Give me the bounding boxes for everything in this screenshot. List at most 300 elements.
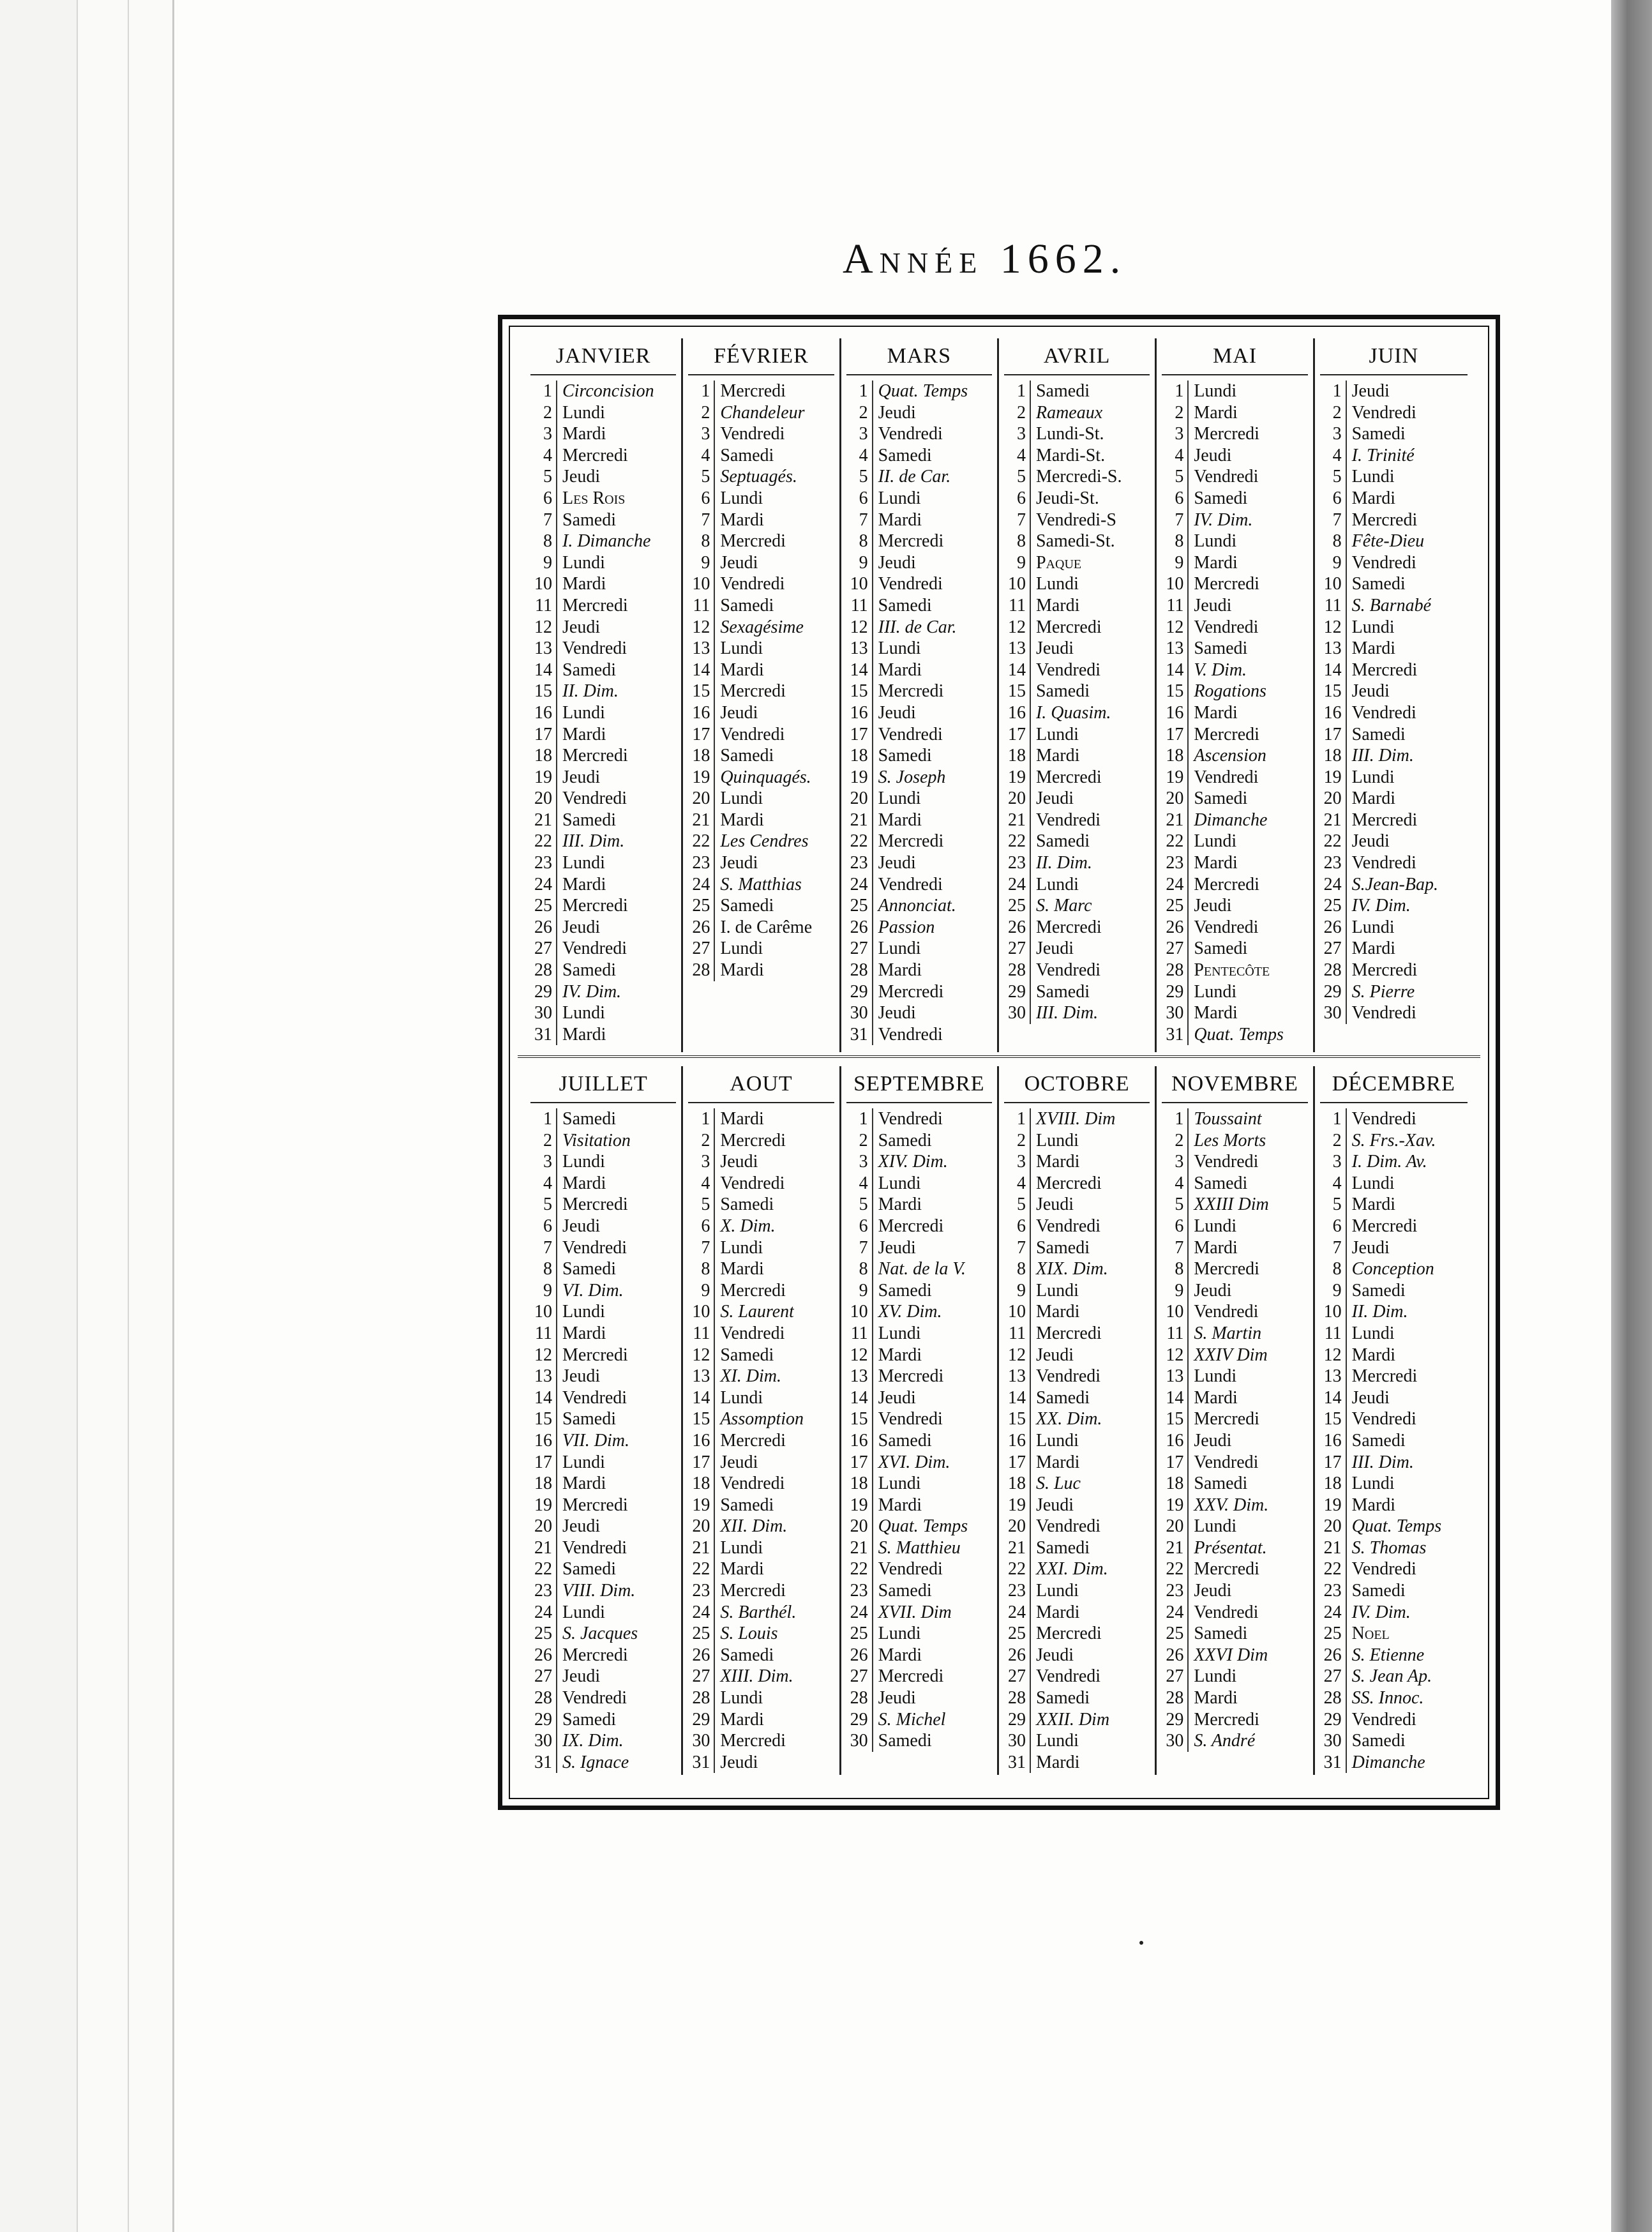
- day-number: 8: [683, 1258, 715, 1280]
- day-number: 9: [999, 552, 1031, 574]
- day-label: Vendredi: [1351, 1559, 1416, 1580]
- day-label: V. Dim.: [1194, 660, 1247, 680]
- day-number: 30: [1157, 1730, 1189, 1752]
- day-row: [525, 445, 681, 467]
- day-row: [525, 1580, 681, 1602]
- day-label: Jeudi: [1351, 381, 1390, 401]
- day-number: 14: [525, 1387, 557, 1409]
- day-label: XVII. Dim: [878, 1602, 952, 1622]
- day-label: Samedi: [562, 1559, 616, 1580]
- day-label: Lundi: [720, 788, 763, 809]
- day-row: [1157, 488, 1312, 509]
- day-row: [1315, 1602, 1473, 1624]
- day-number: 17: [1315, 1452, 1347, 1474]
- day-number: 28: [525, 1687, 557, 1709]
- day-number: 13: [683, 1366, 715, 1387]
- day-row: [683, 745, 839, 767]
- day-row: [841, 1623, 997, 1645]
- day-label: Mardi: [1035, 1752, 1080, 1772]
- day-row: [841, 573, 997, 595]
- day-number: 28: [1315, 960, 1347, 981]
- day-row: [683, 638, 839, 660]
- day-label: Vendredi: [1194, 1152, 1259, 1172]
- day-row: [525, 874, 681, 896]
- day-number: 13: [683, 638, 715, 660]
- day-label: Lundi: [1194, 1666, 1237, 1687]
- day-list: [525, 1108, 681, 1773]
- day-label: Lundi: [562, 853, 605, 873]
- day-label: S. Joseph: [878, 767, 946, 787]
- day-number: 18: [1157, 745, 1189, 767]
- day-row: [525, 1301, 681, 1323]
- day-label: XXII. Dim: [1035, 1709, 1110, 1730]
- day-number: 16: [1315, 702, 1347, 724]
- day-label: Vendredi: [562, 1387, 627, 1408]
- day-row: [683, 724, 839, 746]
- day-row: [1157, 1537, 1312, 1559]
- day-number: 11: [683, 595, 715, 617]
- day-row: [841, 445, 997, 467]
- day-row: [1315, 1108, 1473, 1130]
- day-row: [683, 552, 839, 574]
- day-row: [999, 745, 1155, 767]
- day-number: 3: [525, 1151, 557, 1173]
- day-number: 1: [525, 1108, 557, 1130]
- day-row: [999, 1623, 1155, 1645]
- day-number: 6: [525, 488, 557, 509]
- day-label: Vendredi: [1035, 810, 1101, 830]
- day-label: Lundi: [1194, 831, 1237, 852]
- day-label: Assomption: [720, 1409, 804, 1429]
- day-row: [683, 1666, 839, 1687]
- day-label: Rogations: [1194, 681, 1266, 702]
- day-label: Vendredi: [562, 939, 627, 959]
- day-label: Samedi: [720, 1195, 774, 1215]
- day-number: 23: [841, 1580, 873, 1602]
- day-row: [999, 1687, 1155, 1709]
- day-row: [1315, 1151, 1473, 1173]
- day-label: Jeudi: [1194, 1430, 1232, 1451]
- day-row: [999, 681, 1155, 702]
- day-number: 10: [999, 1301, 1031, 1323]
- half-divider: [518, 1055, 1480, 1058]
- page-title: Année 1662.: [843, 236, 1127, 282]
- day-row: [1157, 531, 1312, 552]
- day-label: Lundi: [562, 702, 605, 723]
- month-name: FÉVRIER: [688, 338, 834, 375]
- day-row: [525, 1558, 681, 1580]
- day-row: [683, 1495, 839, 1516]
- day-list: [683, 381, 839, 981]
- day-label: Mardi: [720, 660, 764, 680]
- day-number: 18: [999, 1473, 1031, 1495]
- month-column: [999, 338, 1157, 1052]
- day-list: [841, 381, 997, 1045]
- day-number: 30: [1157, 1002, 1189, 1024]
- day-row: [525, 938, 681, 960]
- day-number: 18: [841, 1473, 873, 1495]
- day-label: Vendredi: [1194, 1602, 1259, 1622]
- day-row: [841, 960, 997, 981]
- day-label: XXI. Dim.: [1035, 1559, 1108, 1580]
- day-label: S. Jacques: [562, 1624, 638, 1644]
- day-row: [999, 1002, 1155, 1024]
- day-label: XI. Dim.: [720, 1366, 781, 1387]
- day-number: 6: [683, 1216, 715, 1237]
- day-row: [1157, 1558, 1312, 1580]
- day-label: Mardi: [1035, 1602, 1080, 1622]
- day-row: [841, 1366, 997, 1387]
- month-name: MARS: [846, 338, 992, 375]
- day-number: 13: [525, 638, 557, 660]
- day-number: 4: [1315, 1173, 1347, 1195]
- month-name: NOVEMBRE: [1162, 1066, 1307, 1103]
- day-label: Samedi: [878, 595, 932, 615]
- day-number: 7: [841, 509, 873, 531]
- day-row: [999, 938, 1155, 960]
- day-number: 25: [841, 895, 873, 917]
- day-number: 6: [841, 1216, 873, 1237]
- day-row: [683, 1280, 839, 1302]
- day-number: 22: [525, 1558, 557, 1580]
- day-label: III. Dim.: [1351, 1452, 1414, 1472]
- day-number: 1: [683, 1108, 715, 1130]
- day-label: Samedi: [1035, 1237, 1090, 1258]
- day-number: 14: [1315, 1387, 1347, 1409]
- day-number: 28: [841, 1687, 873, 1709]
- day-label: Jeudi: [562, 1366, 601, 1387]
- day-row: [1157, 423, 1312, 445]
- day-number: 17: [1157, 724, 1189, 746]
- day-number: 12: [999, 1345, 1031, 1366]
- day-label: Vendredi: [720, 1323, 785, 1343]
- day-row: [1157, 702, 1312, 724]
- month-column: [525, 338, 683, 1052]
- day-label: Mardi: [1194, 1387, 1238, 1408]
- day-label: Mardi: [720, 1259, 764, 1279]
- day-row: [1157, 1602, 1312, 1624]
- day-row: [1157, 1173, 1312, 1195]
- day-label: SS. Innoc.: [1351, 1688, 1424, 1708]
- day-row: [999, 1323, 1155, 1345]
- day-row: [1157, 788, 1312, 810]
- day-label: Mardi: [1194, 853, 1238, 873]
- day-number: 1: [841, 1108, 873, 1130]
- day-label: Jeudi: [1194, 1581, 1232, 1601]
- day-label: Samedi: [562, 1259, 616, 1279]
- day-label: Vendredi: [1035, 1366, 1101, 1387]
- day-list: [683, 1108, 839, 1773]
- day-label: Mercredi: [1194, 874, 1259, 894]
- day-number: 7: [999, 509, 1031, 531]
- day-row: [1315, 702, 1473, 724]
- day-number: 16: [841, 1430, 873, 1452]
- day-label: Lundi: [562, 1602, 605, 1622]
- day-number: 17: [683, 1452, 715, 1474]
- day-number: 27: [841, 938, 873, 960]
- day-row: [1157, 1408, 1312, 1430]
- day-label: Mardi: [720, 960, 764, 981]
- day-number: 5: [841, 466, 873, 488]
- day-label: Vendredi: [720, 1173, 785, 1193]
- day-label: Mercredi: [1194, 424, 1259, 444]
- day-row: [841, 831, 997, 852]
- day-row: [525, 531, 681, 552]
- day-number: 2: [1157, 1130, 1189, 1152]
- day-row: [1315, 1452, 1473, 1474]
- day-row: [841, 552, 997, 574]
- day-label: Samedi: [1351, 1731, 1406, 1751]
- day-row: [841, 1408, 997, 1430]
- day-label: Vendredi: [1194, 467, 1259, 487]
- day-label: Jeudi: [878, 1003, 916, 1023]
- day-row: [525, 509, 681, 531]
- day-label: Vendredi: [878, 874, 943, 894]
- day-number: 27: [841, 1666, 873, 1687]
- day-row: [841, 1473, 997, 1495]
- day-label: II. Dim.: [1351, 1302, 1408, 1322]
- day-label: Lundi: [1194, 1366, 1237, 1387]
- day-number: 24: [1315, 1602, 1347, 1624]
- day-label: Lundi: [1351, 1474, 1395, 1494]
- day-label: Samedi: [720, 1495, 774, 1515]
- day-label: Les Morts: [1194, 1130, 1266, 1150]
- day-number: 7: [683, 1237, 715, 1259]
- day-label: Samedi: [720, 746, 774, 766]
- day-row: [683, 1301, 839, 1323]
- day-row: [999, 509, 1155, 531]
- day-number: 19: [1315, 767, 1347, 788]
- day-label: Samedi: [1194, 939, 1248, 959]
- day-number: 1: [683, 381, 715, 402]
- day-label: Vendredi: [1351, 702, 1416, 723]
- day-label: Ascension: [1194, 746, 1266, 766]
- day-number: 29: [1315, 1709, 1347, 1731]
- day-number: 27: [1157, 1666, 1189, 1687]
- day-row: [999, 788, 1155, 810]
- day-number: 31: [1157, 1024, 1189, 1046]
- day-number: 18: [1157, 1473, 1189, 1495]
- day-number: 23: [841, 852, 873, 874]
- day-row: [841, 1280, 997, 1302]
- day-row: [525, 617, 681, 638]
- day-number: 7: [999, 1237, 1031, 1259]
- month-name: JUIN: [1320, 338, 1468, 375]
- day-number: 15: [525, 1408, 557, 1430]
- day-label: Jeudi: [1035, 788, 1074, 809]
- day-number: 12: [683, 1345, 715, 1366]
- day-label: Mercredi: [1035, 1624, 1102, 1644]
- day-label: Vendredi: [562, 1688, 627, 1708]
- day-number: 24: [1157, 1602, 1189, 1624]
- day-number: 8: [1157, 1258, 1189, 1280]
- day-label: Jeudi: [878, 402, 916, 423]
- day-label: Mardi: [1194, 402, 1238, 423]
- scan-shadow-strip: [1611, 0, 1652, 2232]
- day-row: [999, 423, 1155, 445]
- day-number: 27: [999, 1666, 1031, 1687]
- day-row: [683, 681, 839, 702]
- day-row: [525, 1430, 681, 1452]
- day-row: [841, 810, 997, 831]
- day-number: 15: [683, 1408, 715, 1430]
- day-row: [683, 1473, 839, 1495]
- day-label: Sexagésime: [720, 617, 804, 637]
- day-label: Mardi: [562, 874, 606, 894]
- day-row: [525, 1258, 681, 1280]
- day-number: 9: [1157, 1280, 1189, 1302]
- day-label: XIV. Dim.: [878, 1152, 948, 1172]
- day-row: [1157, 831, 1312, 852]
- day-number: 20: [525, 788, 557, 810]
- day-number: 22: [999, 1558, 1031, 1580]
- day-row: [999, 1452, 1155, 1474]
- day-number: 7: [1315, 1237, 1347, 1259]
- day-row: [1315, 381, 1473, 402]
- day-row: [1157, 1130, 1312, 1152]
- day-row: [841, 1516, 997, 1537]
- day-number: 24: [999, 1602, 1031, 1624]
- day-row: [1315, 1258, 1473, 1280]
- day-label: Mardi: [562, 1024, 606, 1044]
- day-row: [999, 445, 1155, 467]
- day-row: [525, 1024, 681, 1046]
- day-label: S. Matthias: [720, 874, 802, 894]
- day-row: [525, 595, 681, 617]
- day-number: 9: [683, 1280, 715, 1302]
- day-label: Vendredi: [878, 1024, 943, 1044]
- day-label: Mardi: [1351, 638, 1396, 659]
- day-row: [525, 1752, 681, 1774]
- day-label: Vendredi: [878, 1109, 943, 1129]
- day-label: S. Marc: [1035, 896, 1092, 916]
- day-label: Lundi: [1035, 1280, 1079, 1301]
- day-row: [683, 1130, 839, 1152]
- day-number: 31: [525, 1752, 557, 1774]
- day-row: [1157, 1687, 1312, 1709]
- day-label: III. Dim.: [562, 831, 625, 852]
- ink-speck: [1139, 1941, 1143, 1945]
- day-list: [1315, 1108, 1473, 1773]
- day-label: Samedi: [1035, 1688, 1090, 1708]
- day-row: [841, 660, 997, 681]
- month-column: [683, 1066, 841, 1775]
- day-label: Mardi: [1194, 1237, 1238, 1258]
- day-number: 19: [683, 1495, 715, 1516]
- day-number: 16: [683, 1430, 715, 1452]
- day-label: Vendredi: [878, 724, 943, 744]
- day-number: 23: [1157, 852, 1189, 874]
- day-row: [841, 1258, 997, 1280]
- day-row: [841, 1108, 997, 1130]
- day-label: XV. Dim.: [878, 1302, 942, 1322]
- day-label: XXIV Dim: [1194, 1345, 1268, 1365]
- day-label: Mardi: [1035, 595, 1080, 615]
- day-row: [1157, 1516, 1312, 1537]
- day-row: [841, 381, 997, 402]
- day-label: Dimanche: [1351, 1752, 1425, 1772]
- day-label: Mercredi: [720, 1731, 786, 1751]
- day-label: Vendredi: [720, 424, 785, 444]
- day-row: [999, 552, 1155, 574]
- day-row: [1315, 445, 1473, 467]
- day-label: S. Barthél.: [720, 1602, 797, 1622]
- day-number: 15: [841, 681, 873, 702]
- day-label: Vendredi: [562, 788, 627, 809]
- day-number: 9: [1157, 552, 1189, 574]
- day-number: 4: [841, 445, 873, 467]
- day-label: Lundi: [562, 552, 605, 573]
- day-label: Jeudi: [1194, 1280, 1232, 1301]
- day-label: Mardi: [1351, 939, 1396, 959]
- day-number: 25: [525, 895, 557, 917]
- day-row: [525, 1645, 681, 1666]
- day-label: Samedi: [1035, 1537, 1090, 1558]
- day-label: Visitation: [562, 1130, 631, 1150]
- day-label: Vendredi: [878, 1559, 943, 1580]
- day-label: Lundi: [878, 1624, 921, 1644]
- day-row: [1315, 1558, 1473, 1580]
- day-label: Mercredi-S.: [1035, 467, 1122, 487]
- day-row: [683, 1709, 839, 1731]
- day-number: 12: [1315, 1345, 1347, 1366]
- day-row: [999, 573, 1155, 595]
- day-row: [999, 1216, 1155, 1237]
- day-number: 31: [683, 1752, 715, 1774]
- day-label: Mercredi: [720, 1430, 786, 1451]
- day-row: [999, 1516, 1155, 1537]
- day-label: XII. Dim.: [720, 1516, 788, 1537]
- day-row: [841, 1301, 997, 1323]
- day-label: Mardi: [562, 574, 606, 594]
- day-row: [841, 1645, 997, 1666]
- day-label: Lundi: [1351, 617, 1395, 637]
- day-row: [1157, 552, 1312, 574]
- day-row: [999, 1258, 1155, 1280]
- day-number: 31: [999, 1752, 1031, 1774]
- day-row: [683, 1387, 839, 1409]
- day-number: 29: [683, 1709, 715, 1731]
- day-number: 5: [841, 1194, 873, 1216]
- day-row: [1315, 1408, 1473, 1430]
- day-label: Samedi: [1035, 981, 1090, 1002]
- day-label: Samedi: [1194, 788, 1248, 809]
- day-number: 2: [1315, 402, 1347, 424]
- day-label: Mercredi: [562, 746, 628, 766]
- month-column: [683, 338, 841, 1052]
- day-number: 25: [683, 895, 715, 917]
- day-label: Lundi: [878, 939, 921, 959]
- day-row: [1157, 767, 1312, 788]
- day-row: [999, 488, 1155, 509]
- day-label: Mercredi: [1351, 1366, 1418, 1387]
- day-row: [841, 617, 997, 638]
- day-label: Jeudi: [720, 1452, 758, 1472]
- day-number: 16: [525, 702, 557, 724]
- day-label: Lundi: [720, 1237, 763, 1258]
- day-row: [525, 402, 681, 424]
- day-number: 26: [1315, 1645, 1347, 1666]
- day-number: 15: [1315, 681, 1347, 702]
- day-label: Samedi: [562, 810, 616, 830]
- day-label: Mercredi: [720, 681, 786, 702]
- day-number: 11: [841, 1323, 873, 1345]
- day-row: [1315, 1516, 1473, 1537]
- day-label: IX. Dim.: [562, 1731, 624, 1751]
- day-row: [999, 1580, 1155, 1602]
- day-row: [683, 531, 839, 552]
- day-row: [1157, 1237, 1312, 1259]
